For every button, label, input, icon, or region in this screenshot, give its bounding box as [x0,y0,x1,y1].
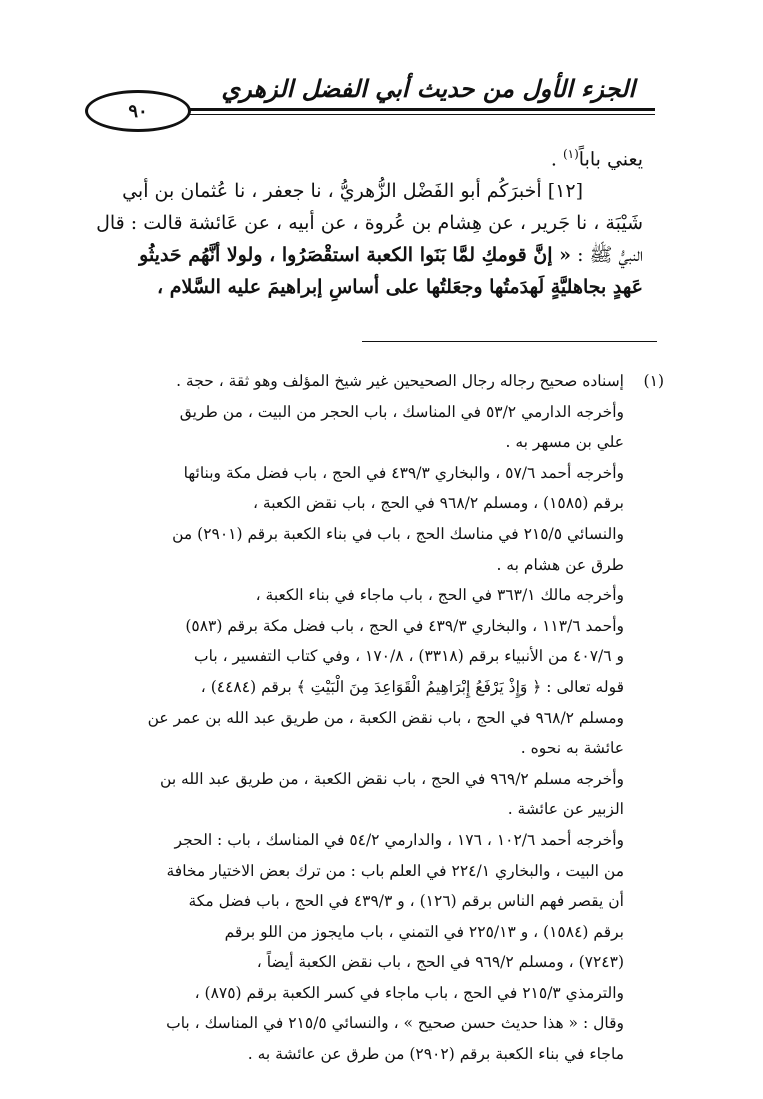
footnote-line: برقم (١٥٨٤) ، و ٢٢٥/١٣ في التمني ، باب مايجوز من اللو برقم [224,922,624,941]
main-line-2: [١٢] أخبرَكُم أبو الفَضْل الزُّهريُّ ، نا جعفر ، نا عُثمان بن أبي [122,180,583,203]
footnote-line: ماجاء في بناء الكعبة برقم (٢٩٠٢) من طرق عن عائشة به . [247,1045,624,1064]
footnote-number: (١) [643,372,664,390]
hadith-text-start: « إنَّ قومكِ لمَّا بَنَوا الكعبة استقْصَرُوا ، ولولا أنَّهُم حَديثُو [139,244,572,267]
footnote-line: والترمذي ٢١٥/٣ في الحج ، باب ماجاء في كسر الكعبة برقم (٨٧٥) ، [194,983,624,1002]
footnote-text: إسناده صحيح رجاله رجال الصحيحين غير شيخ المؤلف وهو ثقة ، حجة . [176,372,624,390]
header-rule-thin [180,114,655,115]
footnotes [68,366,664,1070]
main-line-3: شَيْبَة ، نا جَرير ، عن هِشام بن عُروة ، عن أبيه ، عن عَائشة قالت : قال [96,212,643,235]
footnote-line: وأخرجه أحمد ٥٧/٦ ، والبخاري ٤٣٩/٣ في الحج ، باب فضل مكة وبنائها [183,463,624,482]
main-line-1-end: . [550,148,563,171]
running-title: الجزء الأول من حديث أبي الفضل الزهري [221,74,635,103]
page-number: ٩٠ [128,100,148,122]
footnote-line: وأخرجه الدارمي ٥٣/٢ في المناسك ، باب الحجر من البيت ، من طريق [179,402,624,421]
footnote-line: وأحمد ١١٣/٦ ، والبخاري ٤٣٩/٣ في الحج ، باب فضل مكة برقم (٥٨٣) [185,616,624,635]
footnote-line: برقم (١٥٨٥) ، ومسلم ٩٦٨/٢ في الحج ، باب نقض الكعبة ، [252,494,624,513]
footnote-line [68,366,664,397]
footnote-line: الزبير عن عائشة . [507,800,624,819]
footnote-line: وأخرجه أحمد ١٠٢/٦ ، ١٧٦ ، والدارمي ٥٤/٢ في المناسك ، باب : الحجر [174,830,624,849]
footnote-divider [362,341,657,342]
main-line-1-text: يعني باباً [578,148,643,171]
footnote-line: وأخرجه مسلم ٩٦٩/٢ في الحج ، باب نقض الكعبة ، من طريق عبد الله بن [160,769,624,788]
footnote-line: علي بن مسهر به . [505,433,624,452]
hadith-text-end: عَهدٍ بجاهليَّةٍ لَهدَمتُها وجعَلتُها على أساسِ إبراهيمَ عليه السَّلام ، [157,276,643,299]
footnote-line: (٧٢٤٣) ، ومسلم ٩٦٩/٢ في الحج ، باب نقض الكعبة أيضاً ، [256,953,624,972]
footnote-line: عائشة به نحوه . [520,739,624,758]
main-line-4 [85,239,643,271]
footnote-line: قوله تعالى : ﴿ وَإِذْ يَرْفَعُ إِبْرَاهِيمُ الْقَوَاعِدَ مِنَ الْبَيْتِ ﴾ برقم (٤٤٨٤) ، [200,677,624,696]
main-line-4-plain: النبيُّ ﷺ : [571,244,643,267]
footnote-line: وأخرجه مالك ٣٦٣/١ في الحج ، باب ماجاء في بناء الكعبة ، [255,586,624,605]
main-text [85,138,643,303]
header-rule-thick [180,108,655,111]
footnote-line: والنسائي ٢١٥/٥ في مناسك الحج ، باب في بناء الكعبة برقم (٢٩٠١) من [172,524,624,543]
main-line-1 [85,138,643,175]
footnote-line: أن يقصر فهم الناس برقم (١٢٦) ، و ٤٣٩/٣ في الحج ، باب فضل مكة [188,892,624,911]
footnote-line: و ٤٠٧/٦ من الأنبياء برقم (٣٣١٨) ، ١٧٠/٨ ، وفي كتاب التفسير ، باب [194,647,624,666]
footnote-line: طرق عن هشام به . [496,555,624,574]
footnote-line: ومسلم ٩٦٨/٢ في الحج ، باب نقض الكعبة ، من طريق عبد الله بن عمر عن [147,708,624,727]
footnote-line: من البيت ، والبخاري ٢٢٤/١ في العلم باب : من ترك بعض الاختيار مخافة [166,861,624,880]
page-number-oval [85,90,191,132]
footnote-ref: (١) [562,147,579,161]
page-header [85,70,655,120]
footnote-line: وقال : « هذا حديث حسن صحيح » ، والنسائي ٢١٥/٥ في المناسك ، باب [166,1014,624,1033]
